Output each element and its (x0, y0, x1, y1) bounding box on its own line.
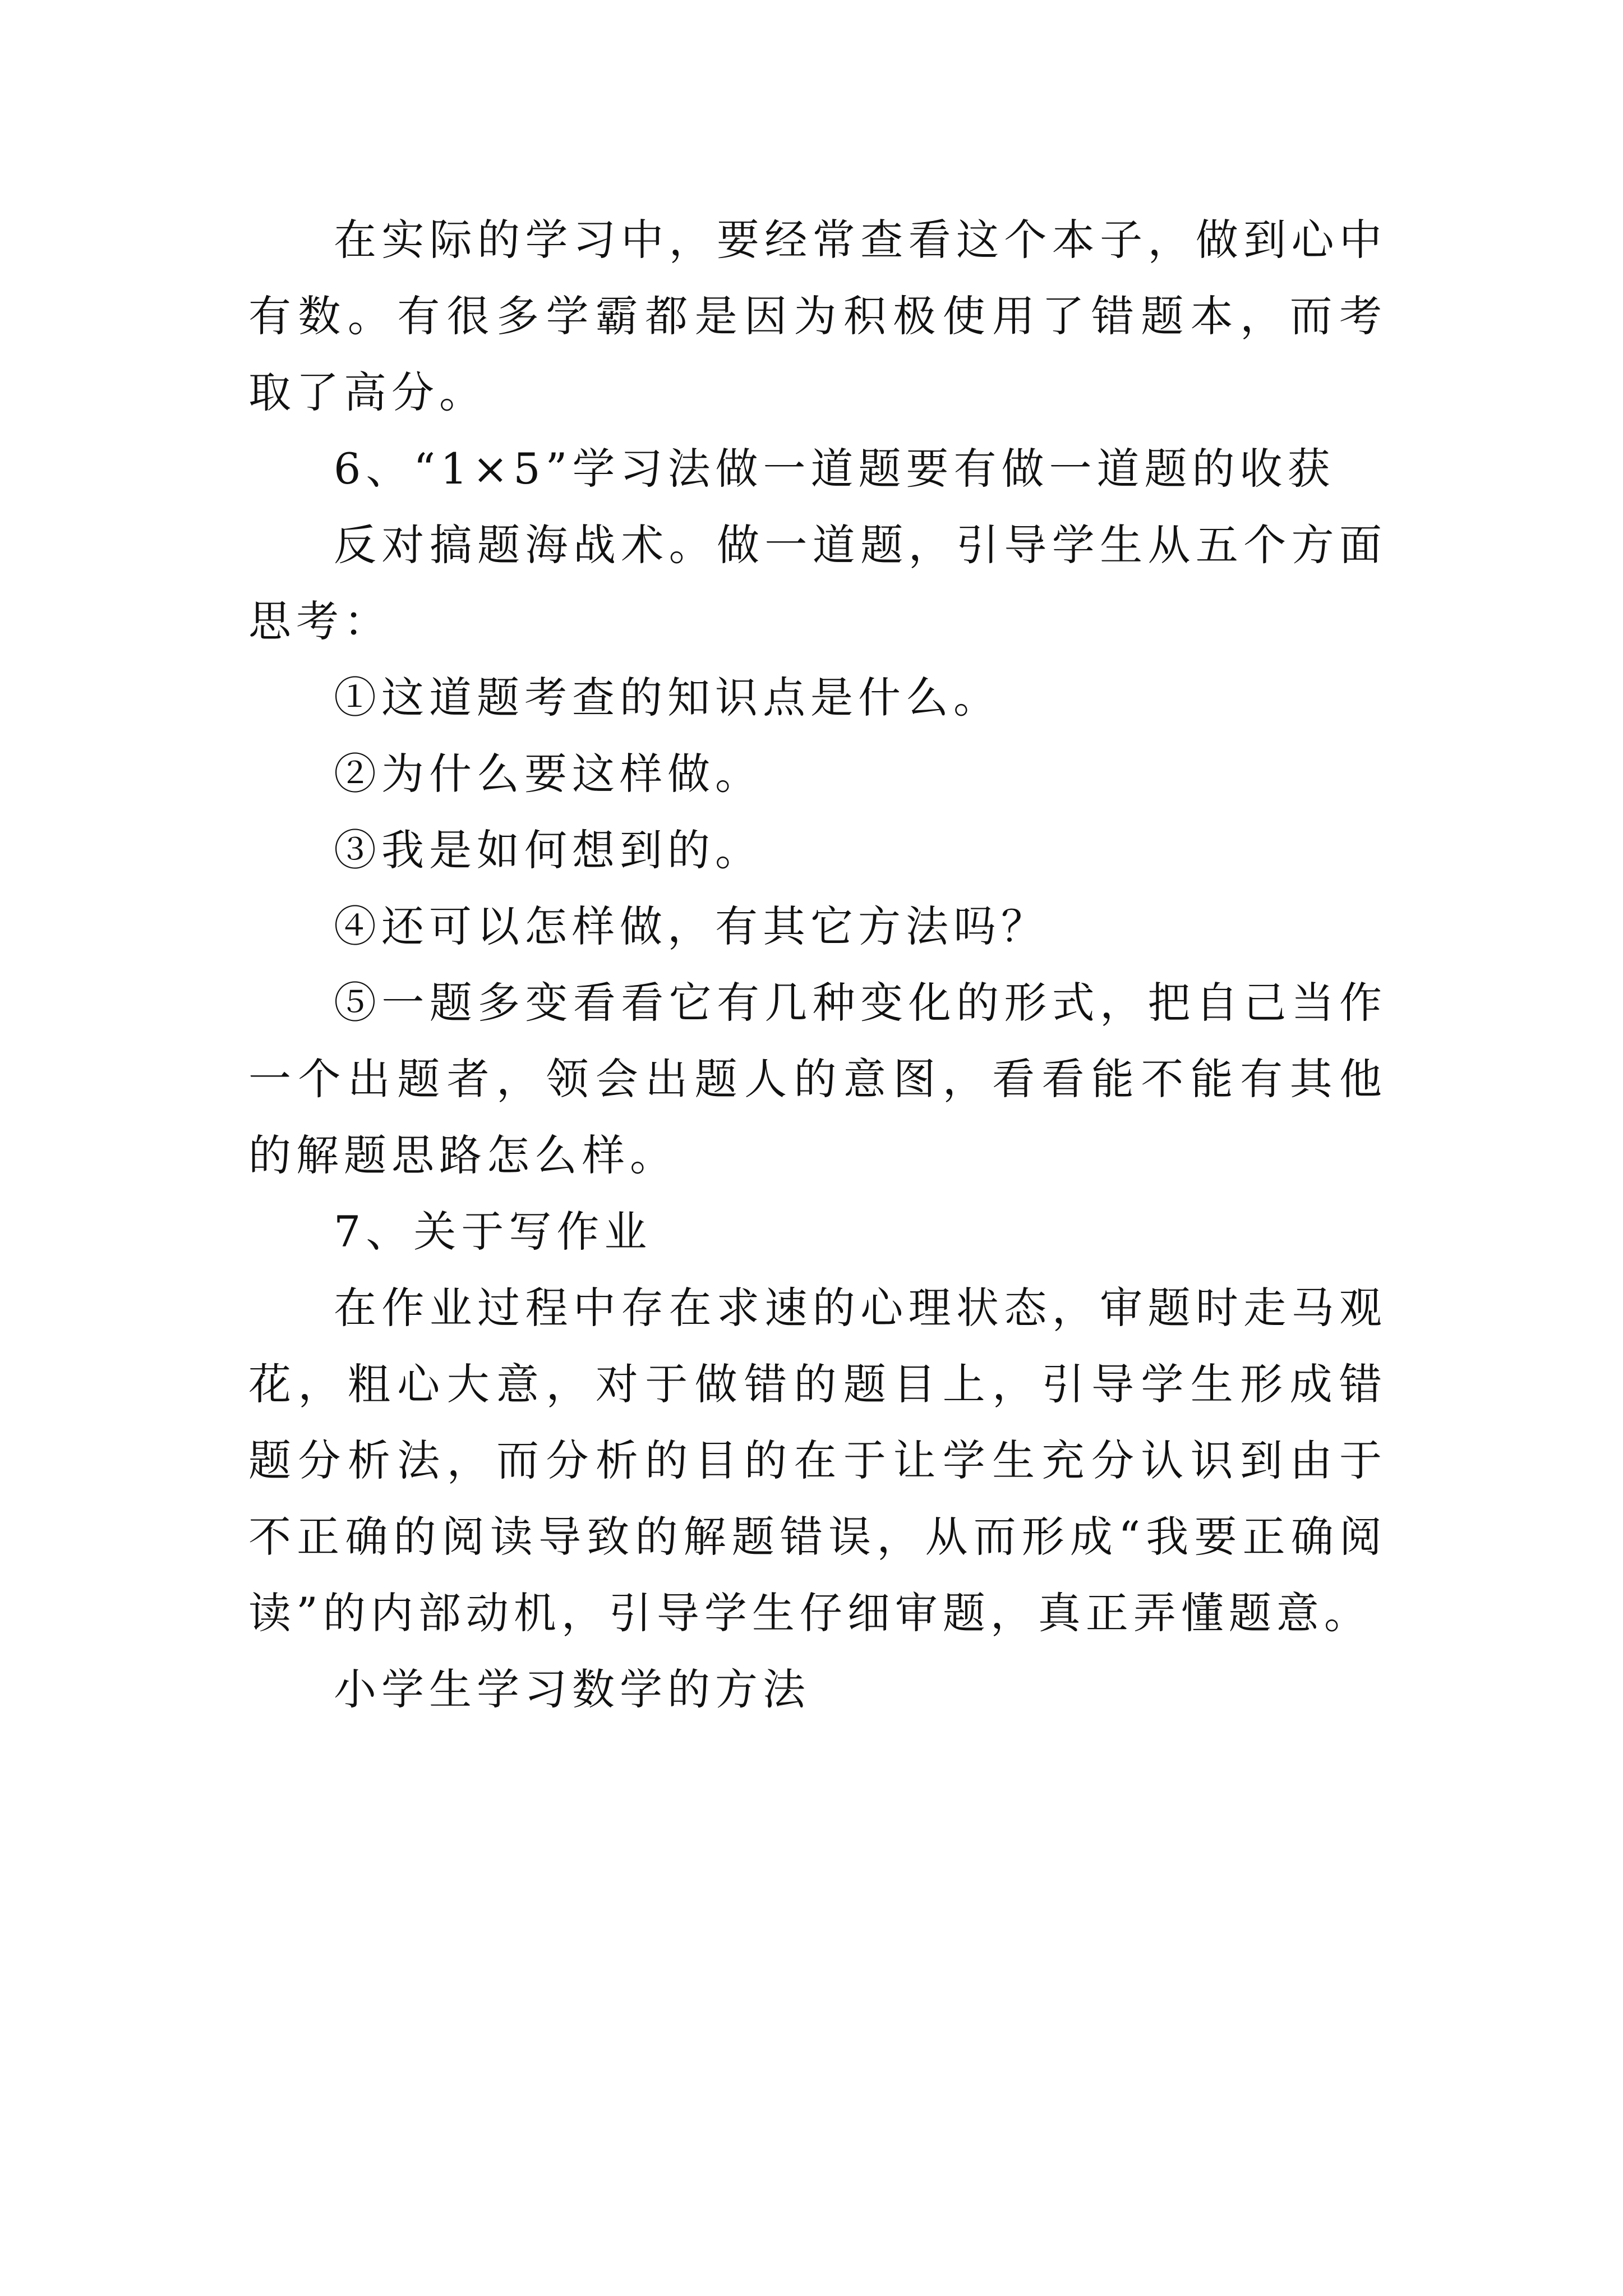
paragraph-error-notebook: 在实际的学习中，要经常查看这个本子，做到心中有数。有很多学霸都是因为积极使用了错题本，而考取了高分。 (248, 215, 1387, 417)
list-item-4: ④还可以怎样做，有其它方法吗？ (334, 901, 1049, 951)
list-item-2: ②为什么要这样做。 (334, 749, 763, 799)
list-item-3: ③我是如何想到的。 (334, 825, 763, 875)
paragraph-homework: 在作业过程中存在求速的心理状态，审题时走马观花，粗心大意，对于做错的题目上，引导学生形成错题分析法，而分析的目的在于让学生充分认识到由于不正确的阅读导致的解题错误，从而形成“我要正确阅读”的内部动机，引导学生仔细审题，真正弄懂题意。 (248, 1283, 1387, 1638)
heading-1x5-method: 6、“1×5”学习法做一道题要有做一道题的收获 (334, 444, 1335, 494)
paragraph-five-aspects: 反对搞题海战术。做一道题，引导学生从五个方面思考： (248, 520, 1387, 646)
heading-homework: 7、关于写作业 (334, 1207, 652, 1257)
paragraph-title-math-methods: 小学生学习数学的方法 (334, 1664, 810, 1714)
document-body (248, 202, 1387, 1728)
list-item-5: ⑤一题多变看看它有几种变化的形式，把自己当作一个出题者，领会出题人的意图，看看能不能有其他的解题思路怎么样。 (248, 978, 1387, 1180)
list-item-1: ①这道题考查的知识点是什么。 (334, 673, 1001, 723)
